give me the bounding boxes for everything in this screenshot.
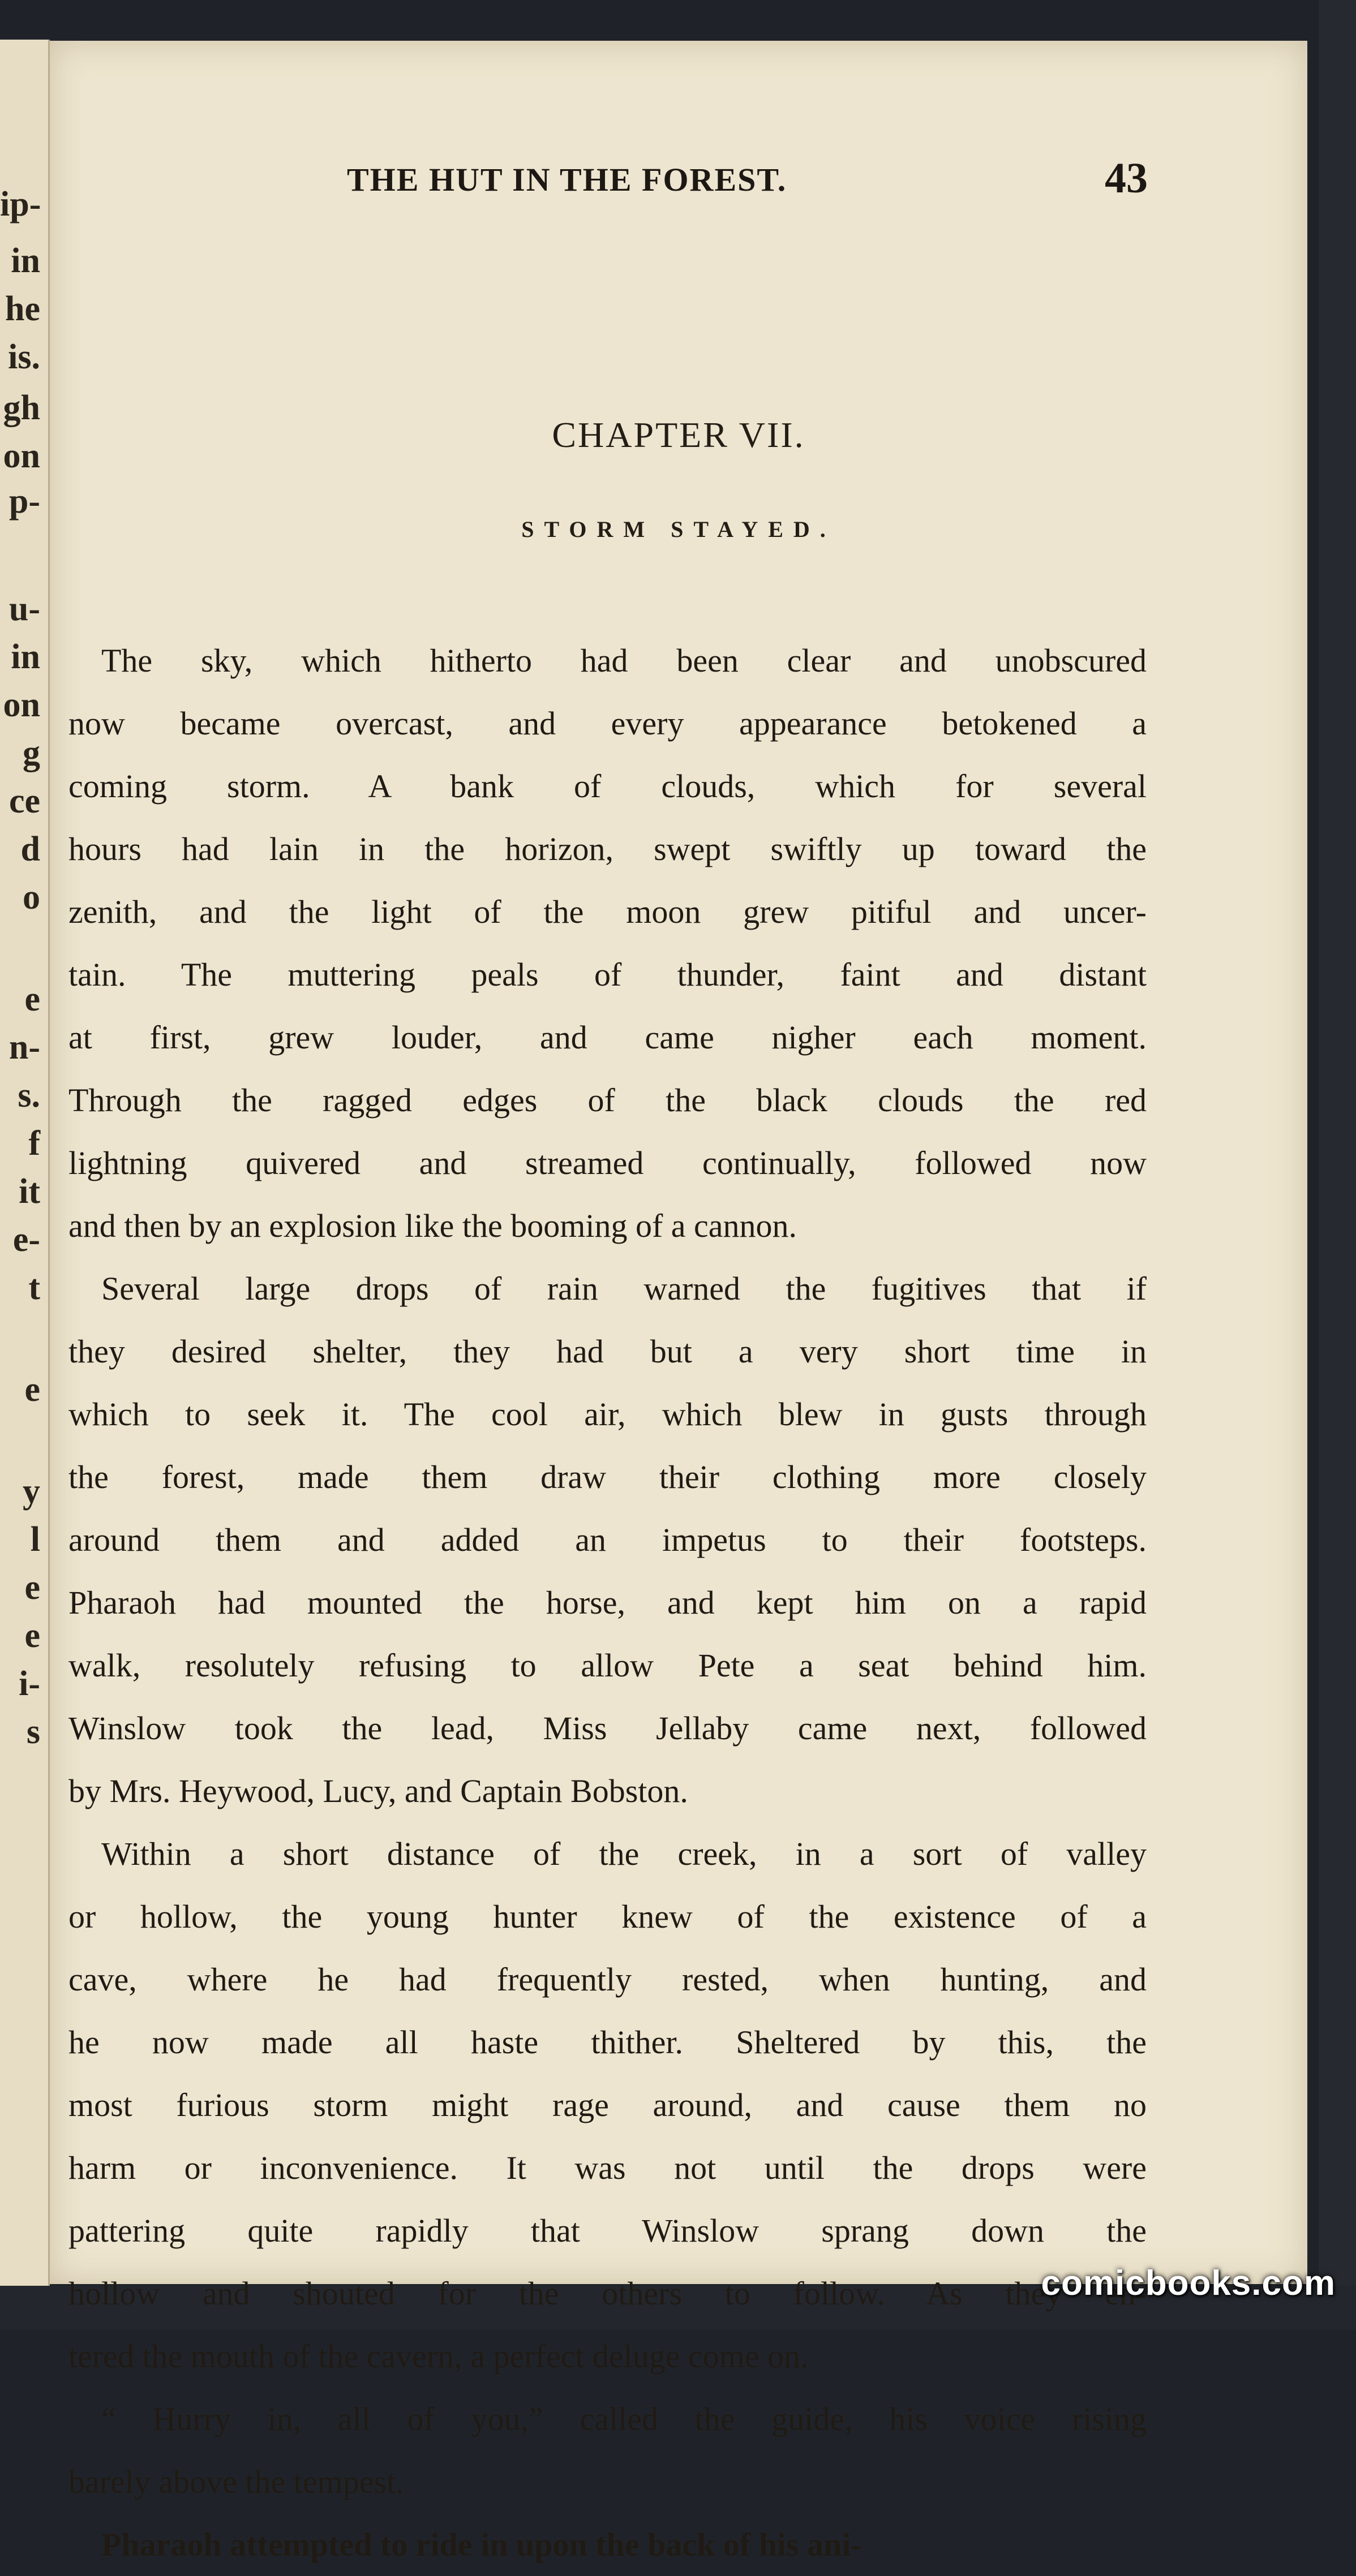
text-line: now became overcast, and every appearance betokened a	[68, 705, 1147, 742]
running-head: THE HUT IN THE FOREST.	[347, 161, 787, 198]
left-page-fragment: in	[11, 242, 40, 280]
left-page-fragment: ce	[8, 782, 40, 820]
text-line: Within a short distance of the creek, in a sort of valley	[101, 1835, 1147, 1872]
text-line: by Mrs. Heywood, Lucy, and Captain Bobston.	[68, 1773, 688, 1809]
left-page-fragment: he	[5, 290, 40, 328]
text-line: harm or inconvenience. It was not until the drops were	[68, 2149, 1147, 2186]
text-line: coming storm. A bank of clouds, which for several	[68, 768, 1147, 805]
left-page-fragment: e	[24, 1616, 40, 1655]
text-line: they desired shelter, they had but a very short time in	[68, 1333, 1147, 1370]
left-page-fragment: e	[24, 1568, 40, 1607]
text-line: around them and added an impetus to their footsteps.	[68, 1521, 1147, 1558]
left-page-fragment: it	[19, 1172, 40, 1211]
text-line: tain. The muttering peals of thunder, faint and distant	[68, 956, 1147, 993]
left-page-fragment: l	[30, 1520, 40, 1559]
text-line: Through the ragged edges of the black clouds the red	[68, 1082, 1147, 1119]
left-page-fragment: e-	[12, 1220, 40, 1259]
text-line: cave, where he had frequently rested, when hunting, and	[68, 1961, 1147, 1998]
text-line: hollow and shouted for the others to follow. As they en-	[68, 2275, 1147, 2312]
left-page-fragment: u-	[8, 590, 40, 628]
page-number: 43	[1105, 154, 1148, 202]
left-page-fragment: g	[23, 734, 40, 772]
left-page-fragment: o	[23, 878, 40, 917]
chapter-subtitle: STORM STAYED.	[521, 517, 836, 542]
left-page-fragment: gh	[3, 389, 40, 427]
body-text	[68, 629, 1147, 2576]
text-line: zenith, and the light of the moon grew pitiful and uncer-	[68, 893, 1147, 930]
text-line: or hollow, the young hunter knew of the existence of a	[68, 1898, 1147, 1935]
text-line: walk, resolutely refusing to allow Pete a seat behind him.	[68, 1647, 1147, 1684]
watermark: comicbooks.com	[1041, 2264, 1336, 2303]
text-line: tered the mouth of the cavern, a perfect deluge come on.	[68, 2338, 809, 2375]
chapter-title: CHAPTER VII.	[552, 415, 805, 455]
left-page-fragment: e	[24, 980, 40, 1018]
left-page-fragment: s.	[18, 1076, 40, 1115]
text-line: at first, grew louder, and came nigher each moment.	[68, 1019, 1147, 1056]
left-page-fragment: p-	[8, 482, 40, 521]
left-page-fragment: is.	[8, 338, 40, 376]
text-line: which to seek it. The cool air, which blew in gusts through	[68, 1396, 1147, 1433]
left-page-fragment: t	[28, 1268, 40, 1307]
text-line: barely above the tempest.	[68, 2463, 404, 2500]
text-line: “ Hurry in, all of you,” called the guide, his voice rising	[101, 2401, 1147, 2437]
text-line: most furious storm might rage around, and cause them no	[68, 2087, 1147, 2123]
left-page-fragment: e	[24, 1370, 40, 1409]
background-edge-right	[1319, 0, 1356, 2330]
left-page-edge	[0, 40, 50, 2286]
left-page-fragment: s	[26, 1713, 40, 1751]
text-line: pattering quite rapidly that Winslow sprang down the	[68, 2212, 1147, 2249]
text-line: The sky, which hitherto had been clear and unobscured	[101, 642, 1147, 679]
left-page-fragment: on	[3, 437, 40, 475]
left-page-fragment: on	[3, 686, 40, 724]
text-line: hours had lain in the horizon, swept swiftly up toward the	[68, 831, 1147, 867]
text-line: and then by an explosion like the booming of a cannon.	[68, 1207, 797, 1244]
left-page-fragment: n-	[8, 1028, 40, 1066]
left-page-fragment: f	[28, 1124, 40, 1163]
text-line: he now made all haste thither. Sheltered by this, the	[68, 2024, 1147, 2061]
text-line: Pharaoh attempted to ride in upon the back of his ani-	[101, 2526, 862, 2563]
text-line: lightning quivered and streamed continually, followed now	[68, 1145, 1147, 1181]
left-page-fragment: ip-	[0, 185, 41, 223]
left-page-fragment: y	[23, 1472, 40, 1511]
text-line: the forest, made them draw their clothing more closely	[68, 1459, 1147, 1495]
left-page-fragment: in	[11, 638, 40, 676]
left-page-fragment: i-	[19, 1665, 40, 1703]
left-page-fragment: d	[20, 830, 40, 868]
text-line: Winslow took the lead, Miss Jellaby came next, followed	[68, 1710, 1147, 1747]
text-line: Pharaoh had mounted the horse, and kept him on a rapid	[68, 1584, 1147, 1621]
text-line: Several large drops of rain warned the fugitives that if	[101, 1270, 1147, 1307]
